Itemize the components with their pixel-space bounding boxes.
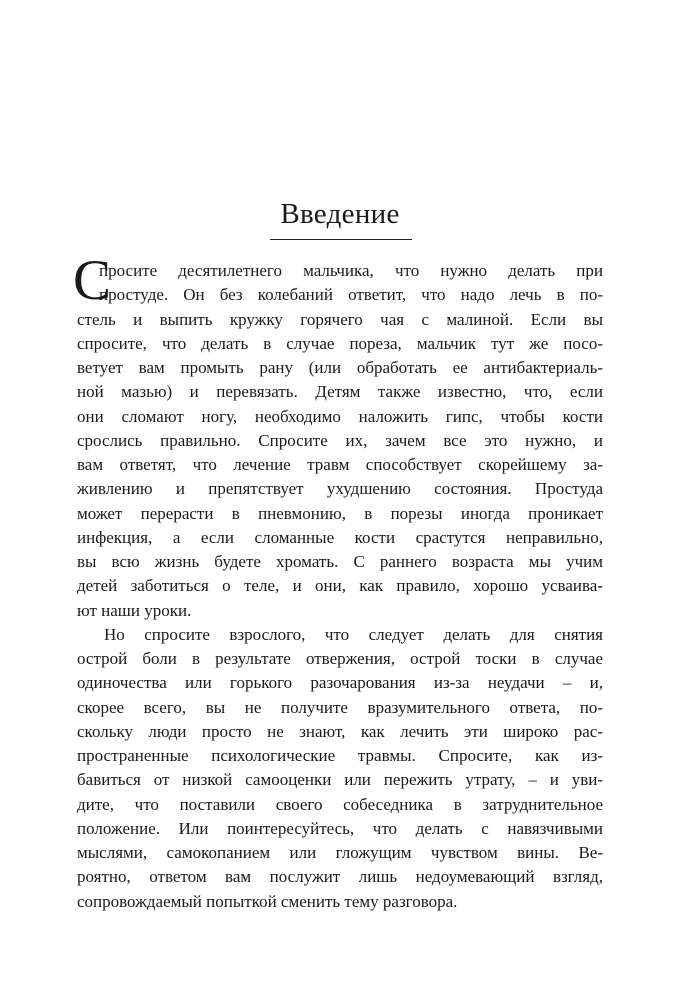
paragraph-1-line: простуде. Он без колебаний ответит, что надо лечь в по- bbox=[99, 285, 603, 305]
drop-cap: С bbox=[73, 249, 112, 312]
paragraph-1-line: спросите, что делать в случае пореза, мальчик тут же посо- bbox=[77, 333, 603, 353]
paragraph-2-line: мыслями, самокопанием или гложущим чувством вины. Ве- bbox=[77, 843, 603, 862]
paragraph-2 bbox=[77, 623, 603, 914]
chapter-title: Введение bbox=[280, 198, 400, 230]
paragraph-2-line: пространенные психологические травмы. Спросите, как из- bbox=[77, 746, 603, 765]
paragraph-1-line: инфекция, а если сломанные кости срастутся неправильно, bbox=[77, 527, 603, 547]
paragraph-2-line: роятно, ответом вам послужит лишь недоумевающий взгляд, bbox=[77, 867, 603, 887]
paragraph-1-line: срослись правильно. Спросите их, зачем все это нужно, и bbox=[77, 430, 603, 450]
paragraph-2-line: бавиться от низкой самооценки или пережить утрату, – и уви- bbox=[77, 770, 603, 790]
paragraph-1-line: стель и выпить кружку горячего чая с малиной. Если вы bbox=[77, 309, 603, 329]
paragraph-2-line: скольку люди просто не знают, как лечить эти широко рас- bbox=[77, 721, 603, 741]
paragraph-2-line: Но спросите взрослого, что следует делать для снятия bbox=[104, 624, 603, 644]
paragraph-1-line: детей заботиться о теле, и они, как правило, хорошо усваива- bbox=[77, 576, 603, 596]
book-page bbox=[73, 0, 603, 1001]
paragraph-1-line: живлению и препятствует ухудшению состояния. Простуда bbox=[77, 479, 603, 499]
paragraph-1-line: вы всю жизнь будете хромать. С раннего возраста мы учим bbox=[77, 552, 603, 571]
paragraph-2-line: сопровождаемый попыткой сменить тему разговора. bbox=[77, 891, 458, 911]
paragraph-2-line: одиночества или горького разочарования из-за неудачи – и, bbox=[77, 673, 603, 693]
paragraph-1-line: вам ответят, что лечение травм способствует скорейшему за- bbox=[77, 455, 603, 474]
paragraph-1-line: может перерасти в пневмонию, в порезы иногда проникает bbox=[77, 503, 603, 523]
paragraph-1-line: ют наши уроки. bbox=[77, 600, 192, 620]
paragraph-2-line: скорее всего, вы не получите вразумительного ответа, по- bbox=[77, 697, 603, 717]
title-underline bbox=[270, 239, 412, 240]
body-text bbox=[73, 249, 603, 914]
paragraph-1-line-1-text: просите десятилетнего мальчика, что нужно делать при bbox=[99, 261, 603, 280]
paragraph-2-line: дите, что поставили своего собеседника в затруднительное bbox=[77, 794, 603, 814]
paragraph-2-line: положение. Или поинтересуйтесь, что делать с навязчивыми bbox=[77, 818, 603, 838]
paragraph-1-line: ной мазью) и перевязать. Детям также известно, что, если bbox=[77, 382, 603, 402]
paragraph-1 bbox=[73, 249, 603, 623]
paragraph-1-line: они сломают ногу, необходимо наложить гипс, чтобы кости bbox=[77, 406, 603, 426]
paragraph-2-line: острой боли в результате отвержения, острой тоски в случае bbox=[77, 649, 603, 668]
paragraph-1-line: ветует вам промыть рану (или обработать ее антибактериаль- bbox=[77, 358, 603, 377]
